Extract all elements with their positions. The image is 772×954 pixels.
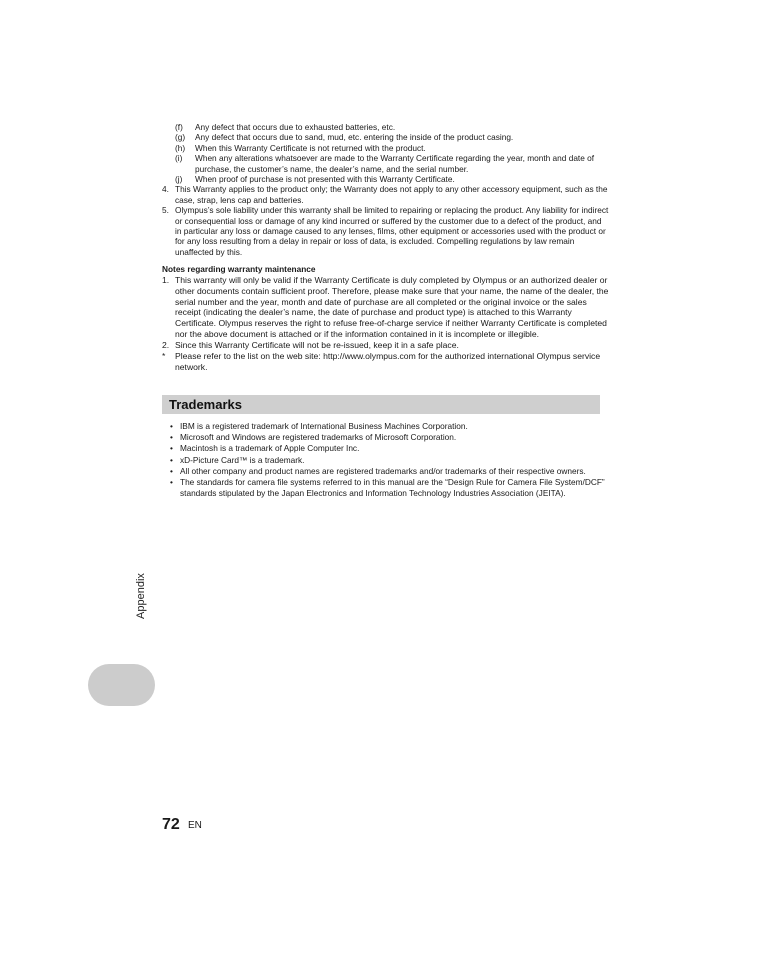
list-item	[170, 477, 610, 499]
item-text: IBM is a registered trademark of International Business Machines Corporation.	[180, 421, 468, 431]
page-number: 72	[162, 816, 180, 833]
item-number: 4.	[162, 184, 169, 195]
item-asterisk: *	[162, 351, 166, 362]
bullet-icon: •	[170, 477, 173, 488]
trademarks-section-header	[162, 395, 600, 414]
list-item	[162, 184, 610, 205]
list-item	[175, 122, 610, 132]
list-item	[170, 432, 610, 443]
bullet-icon: •	[170, 432, 173, 443]
list-item	[170, 455, 610, 466]
bullet-icon: •	[170, 465, 173, 476]
side-thumb-tab	[88, 664, 155, 706]
item-text: Any defect that occurs due to exhausted batteries, etc.	[195, 122, 396, 132]
item-text: When proof of purchase is not presented with this Warranty Certificate.	[195, 174, 455, 185]
item-label: (i)	[175, 153, 183, 164]
warranty-text-block	[162, 122, 610, 373]
item-text: Microsoft and Windows are registered trademarks of Microsoft Corporation.	[180, 432, 457, 443]
list-item	[162, 205, 610, 257]
list-item	[175, 132, 610, 142]
notes-heading: Notes regarding warranty maintenance	[162, 264, 316, 275]
list-item	[170, 421, 610, 432]
bullet-icon: •	[170, 454, 173, 465]
item-text: Macintosh is a trademark of Apple Computer Inc.	[180, 443, 360, 454]
item-text: This Warranty applies to the product only; the Warranty does not apply to any other accessory equipment, such as the case, strap, lens cap and batteries.	[175, 184, 608, 205]
side-section-label: Appendix	[135, 573, 147, 619]
item-number: 5.	[162, 205, 169, 216]
trademarks-list	[170, 421, 610, 499]
page-language: EN	[188, 820, 202, 831]
bullet-icon: •	[170, 421, 173, 431]
item-text: Since this Warranty Certificate will not be re-issued, keep it in a safe place.	[175, 340, 459, 351]
list-item	[170, 443, 610, 454]
warranty-sub-conditions	[175, 122, 610, 184]
item-text: When this Warranty Certificate is not returned with the product.	[195, 142, 426, 153]
section-title: Trademarks	[169, 397, 242, 412]
list-item	[175, 143, 610, 153]
item-text: Any defect that occurs due to sand, mud, etc. entering the inside of the product casing.	[195, 132, 514, 143]
list-item	[175, 153, 610, 174]
list-item	[162, 340, 610, 351]
item-text: The standards for camera file systems referred to in this manual are the “Design Rule for Camera File System/DCF” standards stipulated by the Japan Electronics and Information Technology Industries Association (JEITA).	[180, 477, 605, 499]
item-number: 2.	[162, 340, 170, 351]
item-text: Please refer to the list on the web site: http://www.olympus.com for the authorized international Olympus service network.	[175, 351, 601, 372]
warranty-numbered-conditions	[162, 184, 610, 257]
list-item	[162, 275, 610, 340]
item-label: (g)	[175, 132, 186, 143]
notes-list	[162, 275, 610, 373]
bullet-icon: •	[170, 443, 173, 454]
list-item	[175, 174, 610, 184]
item-text: Olympus’s sole liability under this warranty shall be limited to repairing or replacing the product. Any liability for indirect or consequential loss or damage of any kind incurred or suffered by the customer due to a defect of the product, and in particular any loss or damage caused to any lenses, films, other equipment or accessories used with the product or for any loss resulting from a delay in repair or loss of data, is excluded. Compelling regulations by law remain unaffected by this.	[175, 205, 609, 257]
item-text: This warranty will only be valid if the Warranty Certificate is duly completed by Olympus or an authorized dealer or other documents contain sufficient proof. Therefore, please make sure that your name, the name of the dealer, the serial number and the year, month and date of purchase are all completed or the original invoice or the sales receipt (indicating the dealer’s name, the date of purchase and product type) is attached to this Warranty Certificate. Olympus reserves the right to refuse free-of-charge service if neither Warranty Certificate is completed nor the above document is attached or if the information contained in it is incomplete or illegible.	[175, 274, 609, 340]
list-item	[162, 351, 610, 373]
item-text: xD-Picture Card™ is a trademark.	[180, 454, 305, 465]
list-item	[170, 466, 610, 477]
item-text: All other company and product names are registered trademarks and/or trademarks of their respective owners.	[180, 465, 586, 476]
item-label: (h)	[175, 142, 186, 153]
item-label: (j)	[175, 174, 183, 185]
item-text: When any alterations whatsoever are made to the Warranty Certificate regarding the year, month and date of purchase, the customer’s name, the dealer’s name, and the serial number.	[195, 153, 595, 174]
item-number: 1.	[162, 274, 170, 285]
item-label: (f)	[175, 122, 183, 132]
